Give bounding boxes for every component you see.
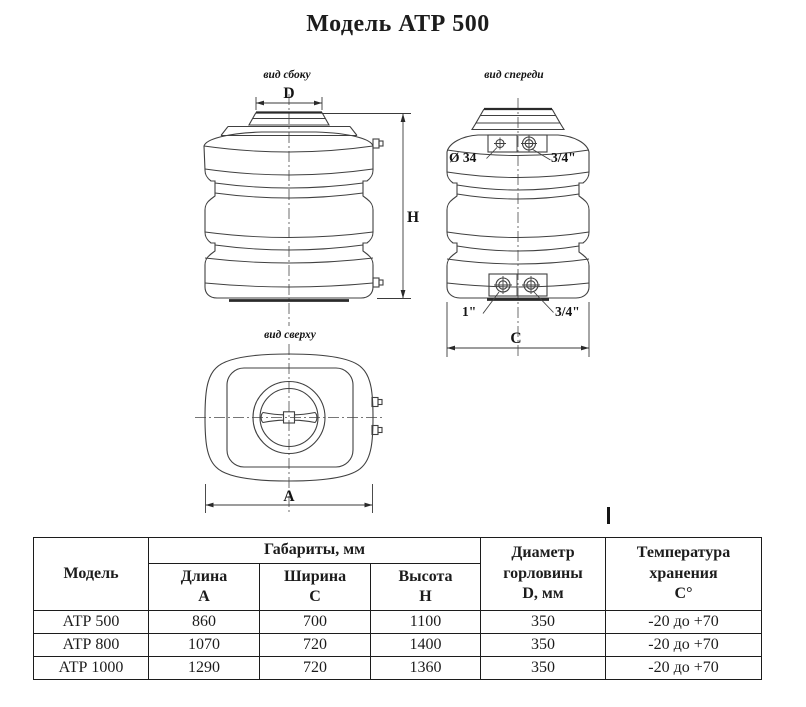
cell-neck: 350 [481,657,606,680]
cell-neck: 350 [481,634,606,657]
fitting-label-34-top: 3/4" [551,150,576,165]
cell-temp: -20 до +70 [606,634,762,657]
cell-height: 1360 [371,657,481,680]
header-width [260,564,371,611]
header-temp-line1: Температура [636,544,731,562]
top-view-label: вид сверху [264,329,316,341]
top-view [195,329,385,513]
table-row-atr500 [34,611,762,634]
header-height-letter: Н [419,588,432,605]
side-view [204,69,419,326]
front-view [447,69,589,357]
dimension-A [206,484,373,513]
cell-model: АТР 800 [34,634,149,657]
top-fitting-upper [372,398,382,407]
cell-temp: -20 до +70 [606,657,762,680]
leader-1in [483,292,499,314]
header-length-letter: А [198,588,210,605]
cell-temp: -20 до +70 [606,611,762,634]
header-height-word: Высота [398,567,453,585]
header-storage-temp [606,538,762,611]
header-neck-diameter [481,538,606,611]
cell-length: 1070 [149,634,260,657]
header-neck-line1: Диаметр [511,544,575,562]
table-row-atr1000 [34,657,762,680]
fitting-label-34-bottom: 3/4" [555,304,580,319]
cell-height: 1100 [371,611,481,634]
dim-H-label: H [407,209,420,226]
cell-neck: 350 [481,611,606,634]
cell-model: АТР 500 [34,611,149,634]
header-model: Модель [34,538,149,611]
header-neck-line2: горловины [503,564,583,582]
dim-C-label: C [510,330,522,347]
table-row-atr800 [34,634,762,657]
dim-A-label: A [283,488,295,505]
header-width-letter: С [309,588,321,605]
fitting-label-1in: 1" [462,304,477,319]
side-view-label: вид сбоку [263,69,311,81]
header-temp-line2: хранения [649,564,718,582]
front-view-label: вид спереди [484,69,544,81]
side-fitting-top [373,139,383,148]
header-dimensions-group: Габариты, мм [149,538,481,564]
cell-width: 720 [260,657,371,680]
spec-table [33,537,762,680]
cell-length: 1290 [149,657,260,680]
fitting-label-o34: Ø 34 [449,150,477,165]
cell-width: 700 [260,611,371,634]
front-top-fittings [488,135,547,152]
dimension-H [322,114,419,299]
cell-model: АТР 1000 [34,657,149,680]
side-fitting-bottom [373,278,383,287]
header-length-word: Длина [180,567,228,585]
cell-height: 1400 [371,634,481,657]
header-length [149,564,260,611]
top-fitting-lower [372,426,382,435]
dim-D-label: D [283,85,295,102]
side-tank-body [204,132,373,301]
leader-34-bottom [534,292,554,313]
cell-length: 860 [149,611,260,634]
dimension-D [256,85,322,110]
stray-mark [607,507,610,524]
header-height [371,564,481,611]
page-title: Модель АТР 500 [306,11,490,37]
header-temp-line3: С° [674,585,693,603]
header-width-word: Ширина [283,567,347,585]
header-neck-line3: D, мм [522,585,564,603]
cell-width: 720 [260,634,371,657]
